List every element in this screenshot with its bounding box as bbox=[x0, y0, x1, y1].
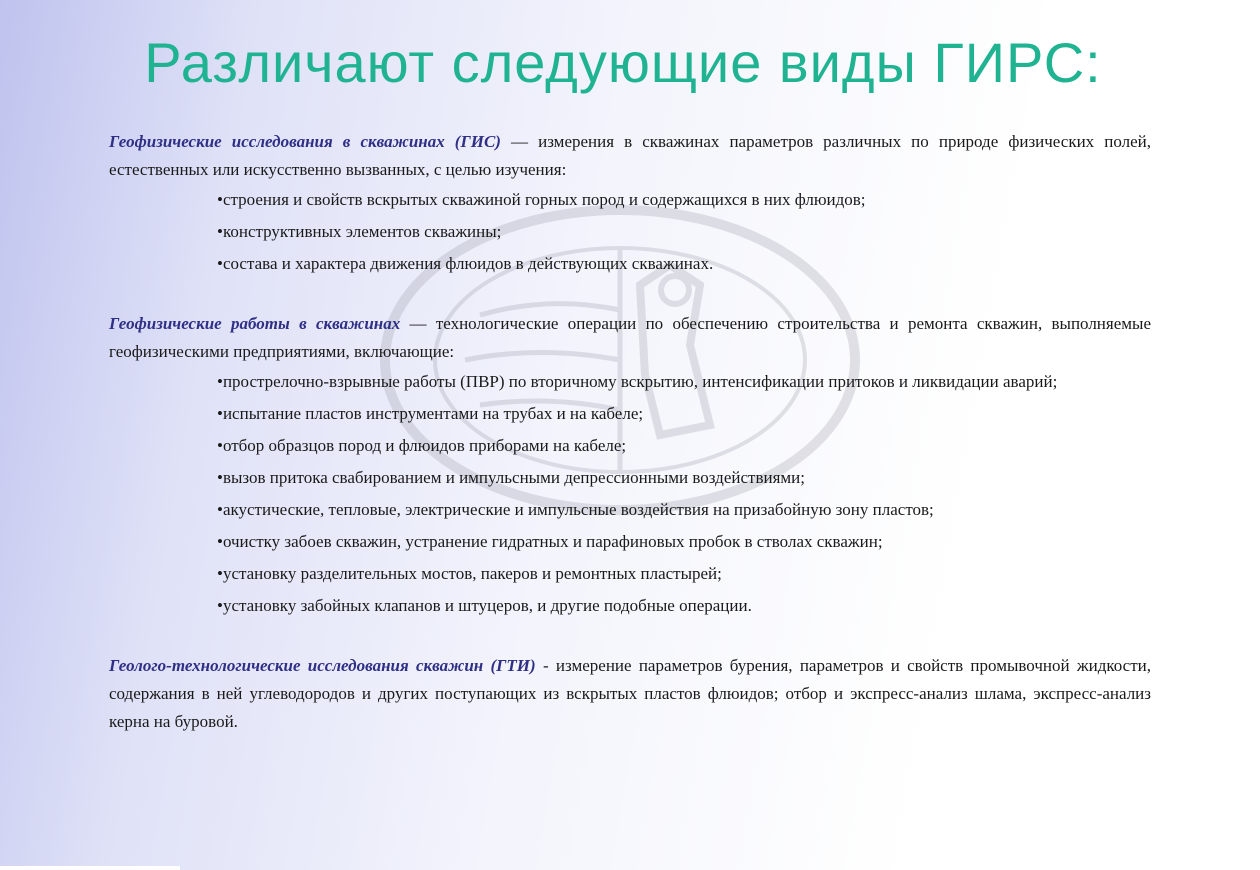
list-item: •установку забойных клапанов и штуцеров, и другие подобные операции. bbox=[217, 596, 752, 615]
list-item: •испытание пластов инструментами на трубах и на кабеле; bbox=[217, 404, 644, 423]
term-gis: Геофизические исследования в скважинах (ГИС) bbox=[109, 132, 501, 151]
definition-text: - измерение параметров бурения, параметров и свойств промывочной жидкости, содержания в ней углеводородов и других поступающих из вскрытых пластов флюидов; отбор и экспресс-анализ шлама, экспресс-анализ керна на буровой. bbox=[109, 656, 1152, 731]
definition-text: — технологические операции по обеспечению строительства и ремонта скважин, выполняемые геофизическими предприятиями, включающие: bbox=[109, 314, 1151, 361]
bullet-list-works bbox=[109, 368, 1151, 620]
page-title: Различают следующие виды ГИРС: bbox=[144, 31, 1102, 94]
list-item: •вызов притока свабированием и импульсными депрессионными воздействиями; bbox=[217, 468, 805, 487]
list-item: •отбор образцов пород и флюидов приборами на кабеле; bbox=[217, 436, 627, 455]
list-item: •установку разделительных мостов, пакеров и ремонтных пластырей; bbox=[217, 564, 722, 583]
term-gti: Геолого-технологические исследования скважин (ГТИ) bbox=[109, 656, 536, 675]
bottom-edge-strip bbox=[0, 866, 180, 870]
content-body bbox=[109, 128, 1151, 736]
list-item: •акустические, тепловые, электрические и импульсные воздействия на призабойную зону пластов; bbox=[217, 500, 934, 519]
term-geophysical-works: Геофизические работы в скважинах bbox=[109, 314, 401, 333]
list-item: •строения и свойств вскрытых скважиной горных пород и содержащихся в них флюидов; bbox=[217, 190, 866, 209]
section-works-definition bbox=[109, 310, 1151, 366]
bullet-list-gis bbox=[109, 186, 1151, 278]
section-gti-definition bbox=[109, 652, 1151, 736]
definition-text: — измерения в скважинах параметров различных по природе физических полей, естественных или искусственно вызванных, с целью изучения: bbox=[109, 132, 1152, 179]
section-gis-definition bbox=[109, 128, 1151, 184]
list-item: •прострелочно-взрывные работы (ПВР) по вторичному вскрытию, интенсификации притоков и ликвидации аварий; bbox=[217, 372, 1058, 391]
list-item: •очистку забоев скважин, устранение гидратных и парафиновых пробок в стволах скважин; bbox=[217, 532, 883, 551]
list-item: •состава и характера движения флюидов в действующих скважинах. bbox=[217, 254, 714, 273]
list-item: •конструктивных элементов скважины; bbox=[217, 222, 502, 241]
